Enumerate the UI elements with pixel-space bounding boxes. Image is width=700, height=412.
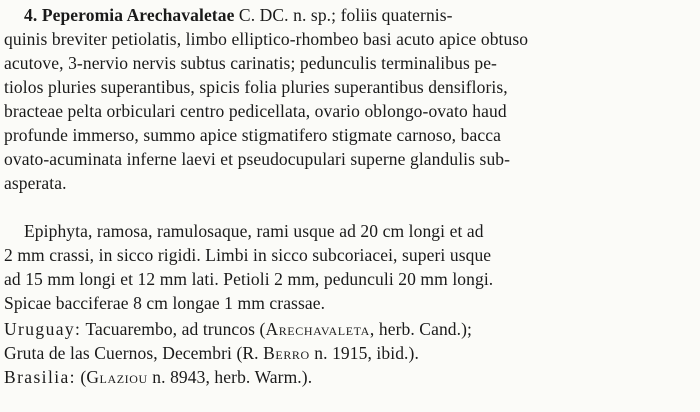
- latin-description-line: ovato-acuminata inferne laevi et pseudocupulari superne glandulis sub-: [4, 149, 511, 169]
- species-authority: C. DC. n. sp.;: [234, 5, 337, 25]
- habit-description-line: Spicae bacciferae 8 cm longae 1 mm crassae.: [4, 293, 326, 313]
- latin-description-line: tiolos pluries superantibus, spicis folia pluries superantibus densifloris,: [4, 77, 508, 97]
- habit-description-line: Epiphyta, ramosa, ramulosaque, rami usque ad 20 cm longi et ad: [24, 221, 484, 241]
- habit-description-line: 2 mm crassi, in sicco rigidi. Limbi in sicco subcoriacei, superi usque: [4, 245, 492, 265]
- latin-description-line: quinis breviter petiolatis, limbo elliptico-rhombeo basi acuto apice obtuso: [4, 29, 529, 49]
- distribution-uruguay-line-2: [4, 342, 419, 366]
- latin-description-line: asperata.: [4, 173, 67, 193]
- locality-label-uruguay: Uruguay:: [4, 319, 82, 339]
- latin-description-line: foliis quaternis-: [336, 5, 453, 25]
- locality-text: n. 1915, ibid.).: [309, 343, 419, 363]
- latin-description-line: bracteae pelta orbiculari centro pedicellata, ovario oblongo-ovato haud: [4, 101, 507, 121]
- habit-description-line: ad 15 mm longi et 12 mm lati. Petioli 2 mm, pedunculi 20 mm longi.: [4, 269, 494, 289]
- locality-label-brasilia: Brasilia:: [4, 367, 76, 387]
- species-heading-line: [24, 4, 453, 28]
- species-name: Peperomia Arechavaletae: [41, 5, 235, 25]
- species-number: 4.: [24, 5, 38, 25]
- collector-name: Glaziou: [86, 367, 148, 387]
- locality-text: Gruta de las Cuernos, Decembri (R.: [4, 343, 264, 363]
- collector-name: Arechavaleta: [265, 319, 370, 339]
- locality-text: (: [75, 367, 87, 387]
- collector-name: Berro: [263, 343, 310, 363]
- locality-text: n. 8943, herb. Warm.).: [147, 367, 313, 387]
- distribution-uruguay-line: [4, 318, 472, 342]
- locality-text: Tacuarembo, ad truncos (: [81, 319, 266, 339]
- latin-description-line: profunde immerso, summo apice stigmatifero stigmate carnoso, bacca: [4, 125, 501, 145]
- latin-description-line: acutove, 3-nervio nervis subtus carinatis; pedunculis terminalibus pe-: [4, 53, 497, 73]
- distribution-brasilia-line: [4, 366, 312, 390]
- locality-text: , herb. Cand.);: [369, 319, 473, 339]
